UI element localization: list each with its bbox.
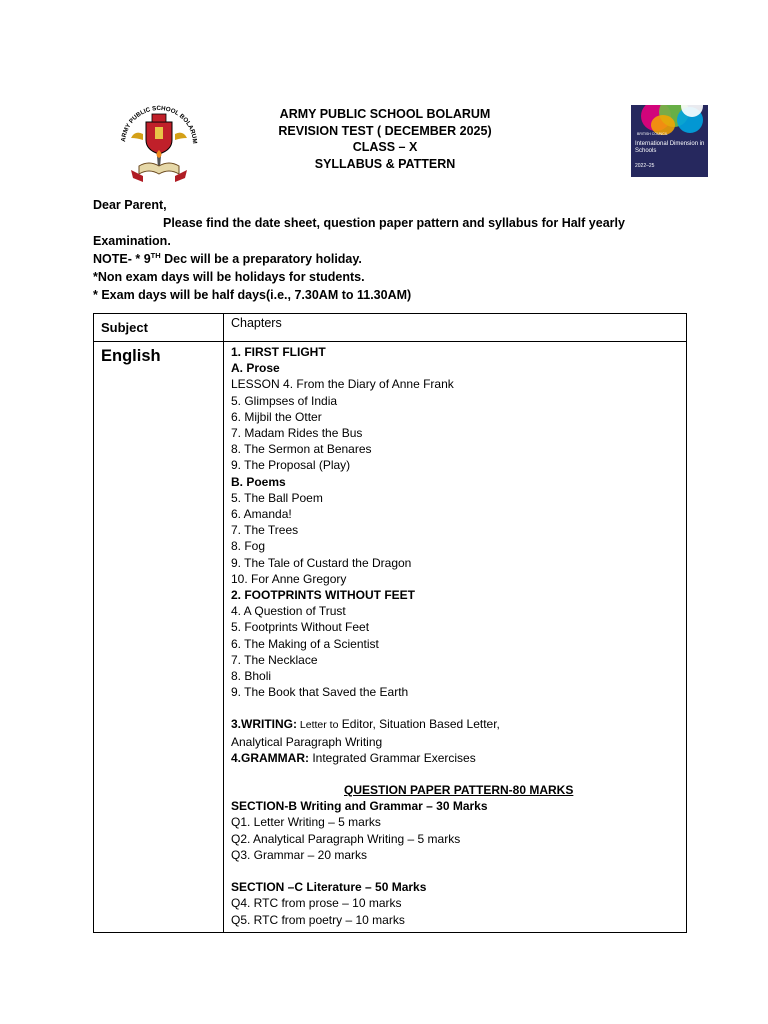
school-crest-logo [113,100,205,188]
chapter-line: B. Poems [231,474,286,489]
chapter-line: 5. The Ball Poem [231,490,323,505]
chapter-line: 8. The Sermon at Benares [231,442,372,457]
chapter-line: LESSON 4. From the Diary of Anne Frank [231,377,454,392]
subject-header: Subject [94,314,224,342]
chapter-line: 5. Footprints Without Feet [231,620,370,635]
chapter-line: 8. Bholi [231,669,272,684]
class-label: CLASS – X [352,140,418,154]
chapters-cell [224,342,687,933]
half-days-line: * Exam days will be half days(i.e., 7.30AM to 11.30AM) [93,288,412,302]
crest-arc-text: ARMY PUBLIC SCHOOL BOLARUM [120,104,199,144]
writing-line2: Analytical Paragraph Writing [231,734,383,749]
chapter-line: 8. Fog [231,539,266,554]
section-b-item: Q2. Analytical Paragraph Writing – 5 marks [231,831,461,846]
document-header [230,106,540,172]
table-header-row [94,314,687,342]
intro-block [93,196,693,304]
chapter-line: 4. A Question of Trust [231,604,346,619]
chapter-line: 7. Madam Rides the Bus [231,426,363,441]
writing-small-text: Letter to [297,719,339,732]
note-prefix: NOTE- * 9 [93,252,151,266]
chapters-header: Chapters [224,314,687,342]
chapter-line: 1. FIRST FLIGHT [231,345,326,359]
grammar-label: 4.GRAMMAR: [231,750,309,765]
chapter-line: 10. For Anne Gregory [231,571,347,586]
grammar-rest: Integrated Grammar Exercises [309,750,476,765]
greeting: Dear Parent, [93,198,167,212]
chapter-line: 9. The Book that Saved the Earth [231,685,409,700]
chapter-line: 9. The Proposal (Play) [231,458,351,473]
intro-message-line1: Please find the date sheet, question paper pattern and syllabus for Half yearly [163,216,625,230]
international-dimension-badge [631,105,708,177]
section-b-item: Q3. Grammar – 20 marks [231,847,368,862]
chapter-line: 7. The Necklace [231,652,318,667]
note-suffix: Dec will be a preparatory holiday. [160,252,362,266]
section-b-heading: SECTION-B Writing and Grammar – 30 Marks [231,799,488,814]
chapter-line: 6. The Making of a Scientist [231,636,379,651]
section-c-heading: SECTION –C Literature – 50 Marks [231,880,427,895]
chapter-line: 9. The Tale of Custard the Dragon [231,555,412,570]
intro-message-line2: Examination. [93,234,171,248]
chapter-line: A. Prose [231,361,280,376]
chapter-line: 6. Mijbil the Otter [231,409,322,424]
section-c-item: Q5. RTC from poetry – 10 marks [231,912,405,927]
section-b-item: Q1. Letter Writing – 5 marks [231,815,381,830]
chapter-list [231,344,686,700]
writing-line [231,716,686,733]
school-name: ARMY PUBLIC SCHOOL BOLARUM [279,107,491,121]
chapter-line: 6. Amanda! [231,507,292,522]
syllabus-title: SYLLABUS & PATTERN [314,156,456,171]
chapter-line: 7. The Trees [231,523,299,538]
table-row [94,342,687,933]
grammar-line [231,750,686,766]
writing-rest: Editor, Situation Based Letter, [338,717,500,732]
syllabus-table [93,313,687,933]
pattern-heading: QUESTION PAPER PATTERN-80 MARKS [344,783,574,798]
writing-label: 3.WRITING: [231,717,297,732]
chapter-line: 2. FOOTPRINTS WITHOUT FEET [231,588,415,603]
subject-cell: English [94,342,224,933]
chapter-line: 5. Glimpses of India [231,393,338,408]
test-title: REVISION TEST ( DECEMBER 2025) [278,123,492,138]
holidays-line: *Non exam days will be holidays for students. [93,270,365,284]
badge-title: International Dimension in Schools [635,141,705,154]
badge-years: 2022–25 [635,163,655,169]
badge-org: BRITISH COUNCIL [637,132,668,136]
note-line [93,250,693,268]
section-c-item: Q4. RTC from prose – 10 marks [231,896,402,911]
note-superscript: TH [150,251,161,260]
